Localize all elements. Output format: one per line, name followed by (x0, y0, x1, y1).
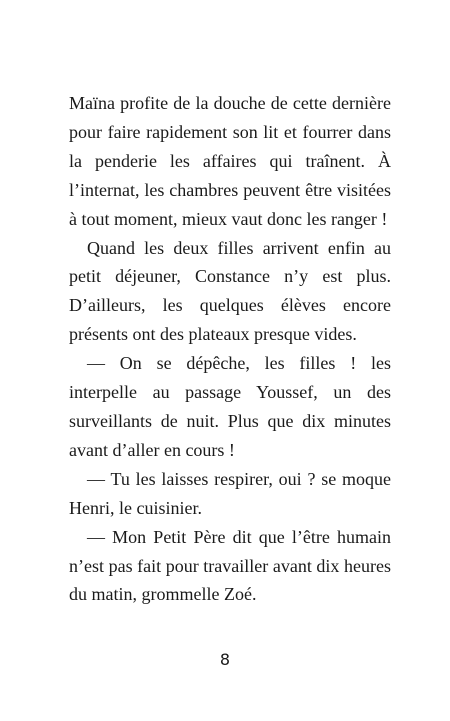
paragraph-5: — Mon Petit Père dit que l’être humain n’est pas fait pour travailler avant dix heures du matin, grommelle Zoé. (69, 526, 391, 605)
paragraph-2: Quand les deux filles arrivent enfin au petit déjeuner, Constance n’y est plus. D’ailleurs, les quelques élèves encore présents ont des plateaux presque vides. (69, 237, 391, 345)
paragraph-4: — Tu les laisses respirer, oui ? se moque Henri, le cuisinier. (69, 468, 391, 518)
paragraph-1: Maïna profite de la douche de cette dernière pour faire rapidement son lit et fourrer dans la penderie les affaires qui traînent. À l’internat, les chambres peuvent être visitées à tout moment, mieux vaut donc les ranger ! (69, 93, 391, 229)
body-text (69, 89, 391, 609)
page-number: 8 (219, 650, 231, 669)
paragraph-3: — On se dépêche, les filles ! les interpelle au passage Youssef, un des surveillants de nuit. Plus que dix minutes avant d’aller en cours ! (69, 353, 391, 460)
